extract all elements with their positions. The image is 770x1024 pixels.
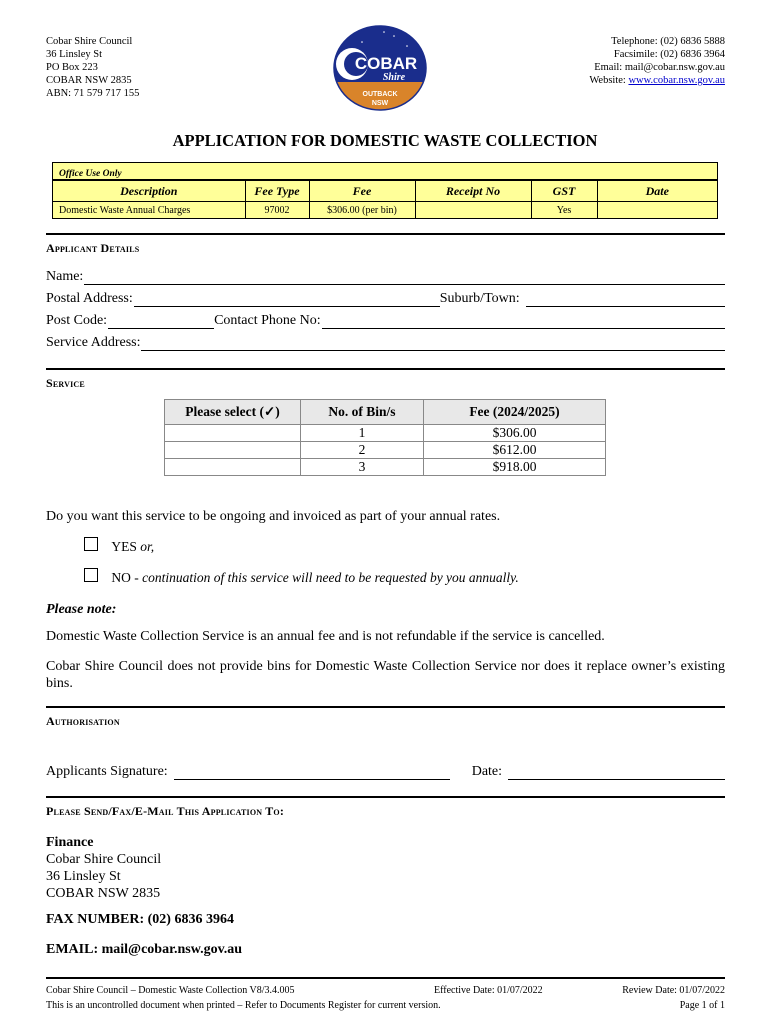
service-select-cell[interactable] [165,442,301,459]
footer-uncontrolled-notice: This is an uncontrolled document when printed – Refer to Documents Register for current version. [46,1000,441,1011]
suburb-input-line[interactable] [526,292,725,307]
service-bins-cell: 3 [301,459,424,476]
page-title: APPLICATION FOR DOMESTIC WASTE COLLECTION [172,131,598,150]
office-col-description: Description [53,181,245,202]
website-link[interactable]: www.cobar.nsw.gov.au [628,75,725,86]
email-line: Email: mail@cobar.nsw.gov.au [594,62,725,73]
send-heading: Please Send/Fax/E-Mail This Application To: [46,796,725,819]
logo-nsw-text: NSW [371,100,389,107]
contact-phone-input-line[interactable] [322,314,725,329]
postal-address-input-line[interactable] [134,292,440,307]
service-select-cell[interactable] [165,425,301,442]
office-cell-receipt-no [415,202,531,219]
ongoing-question: Do you want this service to be ongoing and invoiced as part of your annual rates. [46,509,501,524]
signature-label: Applicants Signature: [46,764,168,779]
office-col-fee-type: Fee Type [245,181,309,202]
no-option-row [84,568,519,586]
postcode-field-row [46,309,725,329]
email-address: EMAIL: mail@cobar.nsw.gov.au [46,942,243,957]
cobar-shire-logo [332,24,428,112]
website-line [589,74,725,87]
service-table [164,399,606,476]
office-cell-gst: Yes [531,202,597,219]
note-refund: Domestic Waste Collection Service is an annual fee and is not refundable if the service is cancelled. [46,629,605,644]
council-contact-block [589,35,725,87]
service-fee-cell: $306.00 [424,425,606,442]
no-label: NO - [111,570,139,585]
service-address-field-row [46,331,725,351]
authorisation-heading: Authorisation [46,706,725,729]
service-row [165,425,606,442]
abn-line: ABN: 71 579 717 155 [46,88,140,99]
office-col-date: Date [597,181,717,202]
no-suffix: continuation of this service will need to be requested by you annually. [142,570,519,585]
service-col-fee: Fee (2024/2025) [424,400,606,425]
address-line: COBAR NSW 2835 [46,75,132,86]
postal-address-label: Postal Address: [46,291,133,306]
service-col-select: Please select (✓) [165,400,301,425]
office-use-label: Office Use Only [53,163,717,180]
logo-shire-text: Shire [382,72,406,83]
office-col-receipt-no: Receipt No [415,181,531,202]
office-cell-fee: $306.00 (per bin) [309,202,415,219]
name-input-line[interactable] [84,270,725,285]
service-bins-cell: 2 [301,442,424,459]
council-address-block [46,35,139,100]
office-use-header-row [53,181,717,202]
facsimile-line: Facsimile: (02) 6836 3964 [613,49,725,60]
yes-option-row [84,537,154,555]
footer-row-1 [46,985,725,996]
office-use-row [53,202,717,219]
yes-suffix: or, [140,539,155,554]
send-line: COBAR NSW 2835 [46,886,161,901]
send-line: Cobar Shire Council [46,852,162,867]
service-address-input-line[interactable] [141,336,725,351]
fax-number: FAX NUMBER: (02) 6836 3964 [46,912,234,927]
address-line: PO Box 223 [46,62,98,73]
service-address-label: Service Address: [46,335,141,350]
logo-outback-text: OUTBACK [362,91,398,98]
yes-checkbox[interactable] [84,537,98,551]
signature-row [46,764,725,780]
office-use-table [53,180,717,218]
service-row [165,459,606,476]
footer-page-number: Page 1 of 1 [679,1000,725,1011]
send-line: 36 Linsley St [46,869,121,884]
logo-cobar-text: COBAR [354,54,418,73]
office-cell-fee-type: 97002 [245,202,309,219]
footer-review-date: Review Date: 01/07/2022 [622,985,725,996]
postal-field-row [46,287,725,307]
no-checkbox[interactable] [84,568,98,582]
office-use-box [52,162,718,219]
postcode-input-line[interactable] [108,314,214,329]
website-label: Website: [589,75,629,86]
office-col-fee: Fee [309,181,415,202]
name-label: Name: [46,269,84,284]
contact-phone-label: Contact Phone No: [214,313,321,328]
footer-effective-date: Effective Date: 01/07/2022 [434,985,543,996]
send-department: Finance [46,835,94,850]
service-row [165,442,606,459]
address-line: Cobar Shire Council [46,36,133,47]
office-col-gst: GST [531,181,597,202]
name-field-row [46,265,725,285]
service-fee-cell: $918.00 [424,459,606,476]
date-label: Date: [471,764,503,779]
office-cell-date [597,202,717,219]
suburb-label: Suburb/Town: [439,291,520,306]
service-bins-cell: 1 [301,425,424,442]
telephone-line: Telephone: (02) 6836 5888 [611,36,725,47]
note-bins: Cobar Shire Council does not provide bins for Domestic Waste Collection Service nor does it replace owner’s existing bins. [46,659,725,691]
date-input-line[interactable] [508,765,725,780]
signature-input-line[interactable] [174,765,450,780]
footer-divider [46,977,725,979]
service-select-cell[interactable] [165,459,301,476]
service-fee-cell: $612.00 [424,442,606,459]
address-line: 36 Linsley St [46,49,103,60]
footer-doc-ref: Cobar Shire Council – Domestic Waste Collection V8/3.4.005 [46,985,295,996]
applicant-details-heading: Applicant Details [46,233,725,256]
service-col-bins: No. of Bin/s [301,400,424,425]
please-note-heading: Please note: [46,602,117,617]
office-cell-description: Domestic Waste Annual Charges [53,202,245,219]
footer-row-2 [46,1000,725,1011]
yes-label: YES [111,539,137,554]
postcode-label: Post Code: [46,313,108,328]
service-heading: Service [46,368,725,391]
send-address-block [46,834,161,902]
service-header-row [165,400,606,425]
